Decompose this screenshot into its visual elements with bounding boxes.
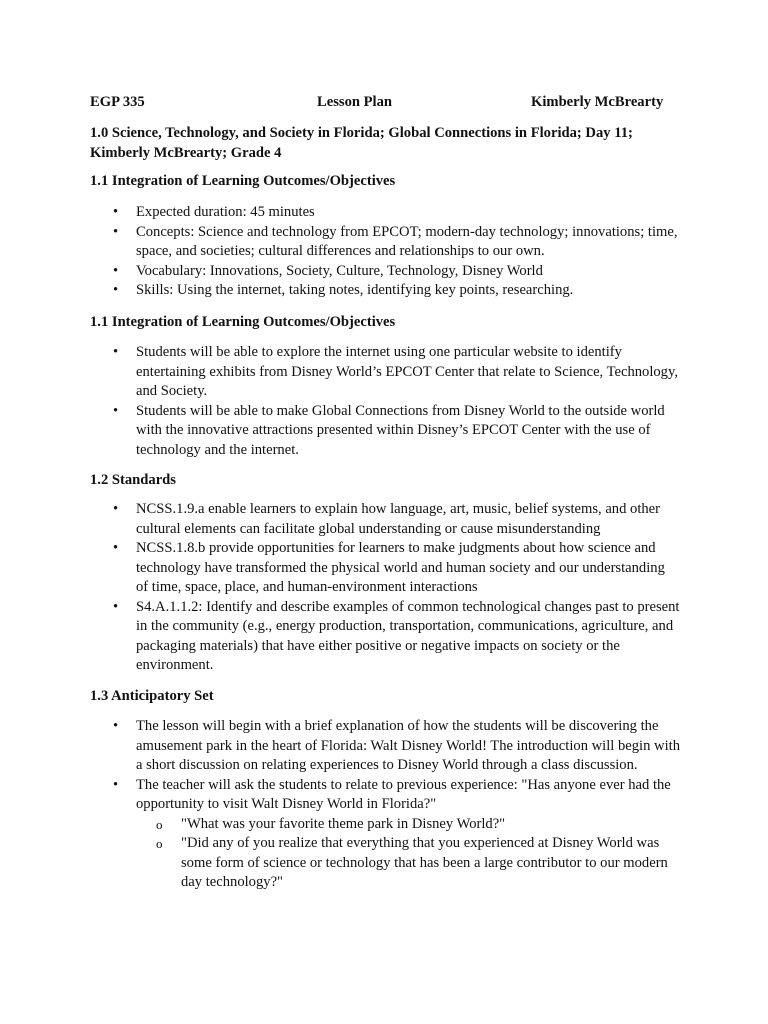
list-item: • Students will be able to make Global Connections from Disney World to the outside world with the innovative attractions presented within Disney’s EPCOT Center with the use of technology and the internet.	[0, 402, 768, 461]
section-heading-standards: 1.2 Standards	[90, 472, 176, 488]
document-type: Lesson Plan	[317, 94, 393, 110]
standards-list	[0, 500, 768, 676]
list-item: • NCSS.1.8.b provide opportunities for learners to make judgments about how science and technology have transformed the physical world and human society and our understanding of time, space, place, and human-environment interactions	[0, 539, 768, 598]
sub-list-item: o "What was your favorite theme park in Disney World?"	[181, 815, 680, 835]
list-item	[0, 776, 768, 893]
list-item: • Skills: Using the internet, taking notes, identifying key points, researching.	[0, 281, 768, 301]
list-item: • Vocabulary: Innovations, Society, Culture, Technology, Disney World	[0, 262, 768, 282]
list-item: • Expected duration: 45 minutes	[0, 203, 768, 223]
section-heading-objectives-1: 1.1 Integration of Learning Outcomes/Objectives	[90, 173, 396, 189]
list-item: • The lesson will begin with a brief explanation of how the students will be discovering the amusement park in the heart of Florida: Walt Disney World! The introduction will begin with a short discussion on relating experiences to Disney World through a class discussion.	[0, 717, 768, 776]
document-title: 1.0 Science, Technology, and Society in Florida; Global Connections in Florida; Day 11; Kimberly McBrearty; Grade 4	[90, 125, 633, 161]
list-item-text: The teacher will ask the students to relate to previous experience: "Has anyone ever had the opportunity to visit Walt Disney World in Florida?"	[136, 776, 671, 812]
sub-list-item: o "Did any of you realize that everything that you experienced at Disney World was some form of science or technology that has been a large contributor to our modern day technology?"	[181, 834, 680, 893]
anticipatory-set-list	[0, 717, 768, 893]
list-item: • Concepts: Science and technology from EPCOT; modern-day technology; innovations; time, space, and societies; cultural differences and relationships to our own.	[0, 223, 768, 262]
list-item: • NCSS.1.9.a enable learners to explain how language, art, music, belief systems, and other cultural elements can facilitate global understanding or cause misunderstanding	[0, 500, 768, 539]
section-heading-objectives-2: 1.1 Integration of Learning Outcomes/Objectives	[90, 314, 396, 330]
objectives-2-list	[0, 343, 768, 460]
list-item: • Students will be able to explore the internet using one particular website to identify entertaining exhibits from Disney World’s EPCOT Center that relate to Science, Technology, and Society.	[0, 343, 768, 402]
objectives-1-list	[0, 203, 768, 301]
document-header	[0, 93, 768, 113]
anticipatory-set-sublist	[136, 815, 680, 893]
course-code: EGP 335	[90, 94, 145, 110]
author-name: Kimberly McBrearty	[531, 94, 664, 110]
list-item: • S4.A.1.1.2: Identify and describe examples of common technological changes past to present in the community (e.g., energy production, transportation, communications, agriculture, and packaging materials) that have either positive or negative impacts on society or the environment.	[0, 598, 768, 676]
section-heading-anticipatory-set: 1.3 Anticipatory Set	[90, 688, 214, 704]
